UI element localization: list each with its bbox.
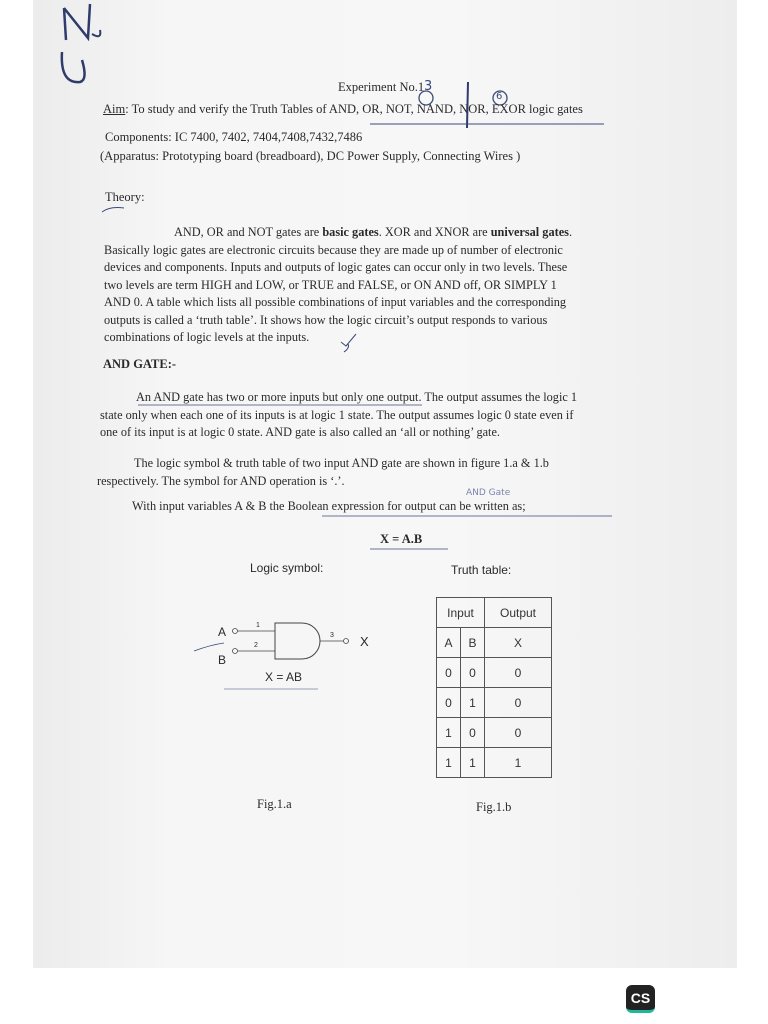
- and-gate-heading: AND GATE:-: [103, 357, 177, 371]
- table-cell: 1: [437, 718, 461, 748]
- pen-underline: [320, 513, 620, 519]
- theory-line: devices and components. Inputs and outputs of logic gates can occur only in two levels. These: [104, 260, 568, 274]
- table-cell: 0: [437, 658, 461, 688]
- and-gate-line: respectively. The symbol for AND operation is ‘.’.: [97, 473, 345, 488]
- expression-and: X = A.B: [380, 532, 423, 546]
- table-cell: 1: [461, 748, 485, 778]
- input-b-label: B: [218, 653, 227, 667]
- boolean-expression-sentence: With input variables A & B the Boolean expression for output can be written as;: [132, 499, 526, 513]
- and-gate-line: The logic symbol & truth table of two input AND gate are shown in figure 1.a & 1.b: [134, 456, 549, 470]
- figure-caption-b: Fig.1.b: [476, 800, 512, 814]
- theory-line: Basically logic gates are electronic circuits because they are made up of number of electronic: [104, 242, 563, 257]
- pin-3-label: 3: [330, 632, 334, 639]
- pen-underline: [368, 546, 452, 552]
- truth-table-title: Truth table:: [451, 563, 512, 577]
- table-cell: 0: [485, 658, 552, 688]
- theory-paragraph: [104, 224, 572, 347]
- theory-text: . XOR and XNOR are: [378, 225, 491, 239]
- handwritten-margin-mark: [52, 0, 102, 90]
- experiment-title: Experiment No.1: [338, 80, 425, 94]
- aim-text: : To study and verify the Truth Tables of AND, OR, NOT, NAND, NOR, EXOR logic gates: [125, 102, 583, 116]
- input-a-label: A: [218, 625, 227, 639]
- input-group-header: Input: [437, 598, 485, 628]
- theory-line: outputs is called a ‘truth table’. It shows how the logic circuit’s output responds to various: [104, 312, 548, 327]
- theory-bold-universal: universal gates: [490, 225, 569, 239]
- table-cell: 0: [437, 688, 461, 718]
- pen-check-mark: [338, 330, 362, 356]
- symbol-expression: X = AB: [265, 670, 303, 684]
- aim-label: Aim: [103, 102, 126, 116]
- table-cell: 0: [461, 718, 485, 748]
- table-cell: 0: [485, 688, 552, 718]
- pen-tick: [100, 204, 130, 216]
- pin-2-label: 2: [254, 642, 258, 649]
- pen-underline: [136, 402, 426, 408]
- table-cell: 0: [461, 658, 485, 688]
- camscanner-logo: CS: [626, 985, 655, 1013]
- truth-table: [436, 597, 552, 778]
- table-cell: 1: [437, 748, 461, 778]
- column-header-a: A: [437, 628, 461, 658]
- and-gate-line: An AND gate has two or more inputs but only one output. The output assumes the logic 1: [136, 390, 578, 404]
- pen-underline: [222, 686, 322, 692]
- theory-text: .: [568, 225, 573, 239]
- table-cell: 0: [485, 718, 552, 748]
- and-gate-paragraph-1: [100, 389, 577, 442]
- theory-bold-basic: basic gates: [322, 225, 379, 239]
- theory-line: AND 0. A table which lists all possible combinations of input variables and the corresponding: [104, 295, 567, 309]
- table-cell: 1: [461, 688, 485, 718]
- aim-line: [103, 102, 583, 117]
- table-column-row: [437, 628, 552, 658]
- and-gate-line: state only when each one of its inputs is at logic 1 state. The output assumes logic 0 state even if: [100, 407, 574, 422]
- pen-note-and-gate: AND Gate: [466, 488, 511, 498]
- table-row: [437, 748, 552, 778]
- output-group-header: Output: [485, 598, 552, 628]
- output-x-label: X: [360, 634, 369, 649]
- theory-text: AND, OR and NOT gates are: [174, 225, 323, 239]
- theory-line: two levels are term HIGH and LOW, or TRUE and FALSE, or ON AND off, OR SIMPLY 1: [104, 277, 557, 292]
- figure-caption-a: Fig.1.a: [257, 797, 292, 811]
- table-cell: 1: [485, 748, 552, 778]
- table-header-row: [437, 598, 552, 628]
- column-header-b: B: [461, 628, 485, 658]
- pen-digit-6: 6: [496, 91, 503, 102]
- pin-1-label: 1: [256, 622, 260, 629]
- pen-underline: [368, 120, 608, 128]
- table-row: [437, 658, 552, 688]
- column-header-x: X: [485, 628, 552, 658]
- logic-symbol-title: Logic symbol:: [250, 561, 324, 575]
- table-row: [437, 688, 552, 718]
- theory-heading: Theory:: [105, 190, 145, 204]
- theory-line: combinations of logic levels at the inputs.: [104, 330, 310, 344]
- components-line: Components: IC 7400, 7402, 7404,7408,7432,7486: [105, 130, 363, 144]
- apparatus-line: (Apparatus: Prototyping board (breadboard), DC Power Supply, Connecting Wires ): [100, 149, 521, 163]
- pen-circled-3: 3: [424, 79, 433, 94]
- and-gate-paragraph-2: [97, 455, 549, 490]
- table-row: [437, 718, 552, 748]
- and-gate-line: one of its input is at logic 0 state. AND gate is also called an ‘all or nothing’ gate.: [100, 425, 501, 439]
